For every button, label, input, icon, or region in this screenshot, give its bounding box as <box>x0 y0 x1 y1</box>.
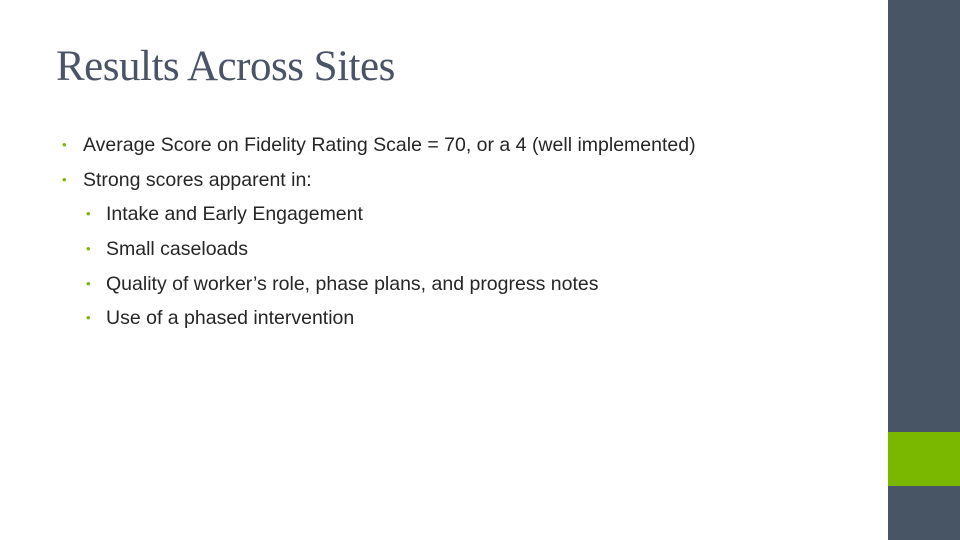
bullet-text: Use of a phased intervention <box>106 307 355 330</box>
bullet-text: Strong scores apparent in: <box>83 168 312 191</box>
sub-bullet-item <box>62 199 862 234</box>
bullet-marker: • <box>86 275 91 291</box>
bullet-marker: • <box>86 310 91 326</box>
bullet-marker: • <box>62 137 67 152</box>
bullet-item <box>62 130 862 165</box>
bullet-text: Average Score on Fidelity Rating Scale = 70, or a 4 (well implemented) <box>83 134 696 156</box>
bullet-item <box>62 165 862 200</box>
sidebar-accent-block <box>888 432 960 486</box>
bullet-marker: • <box>86 206 91 222</box>
bullet-list <box>62 130 862 338</box>
bullet-text: Small caseloads <box>106 238 248 261</box>
sub-bullet-item <box>62 234 862 269</box>
bullet-marker: • <box>86 241 91 257</box>
sub-bullet-item <box>62 269 862 304</box>
sub-bullet-item <box>62 303 862 338</box>
bullet-text: Quality of worker’s role, phase plans, and progress notes <box>106 272 599 295</box>
bullet-marker: • <box>62 171 67 187</box>
slide-title: Results Across Sites <box>56 43 395 90</box>
bullet-text: Intake and Early Engagement <box>106 203 363 226</box>
